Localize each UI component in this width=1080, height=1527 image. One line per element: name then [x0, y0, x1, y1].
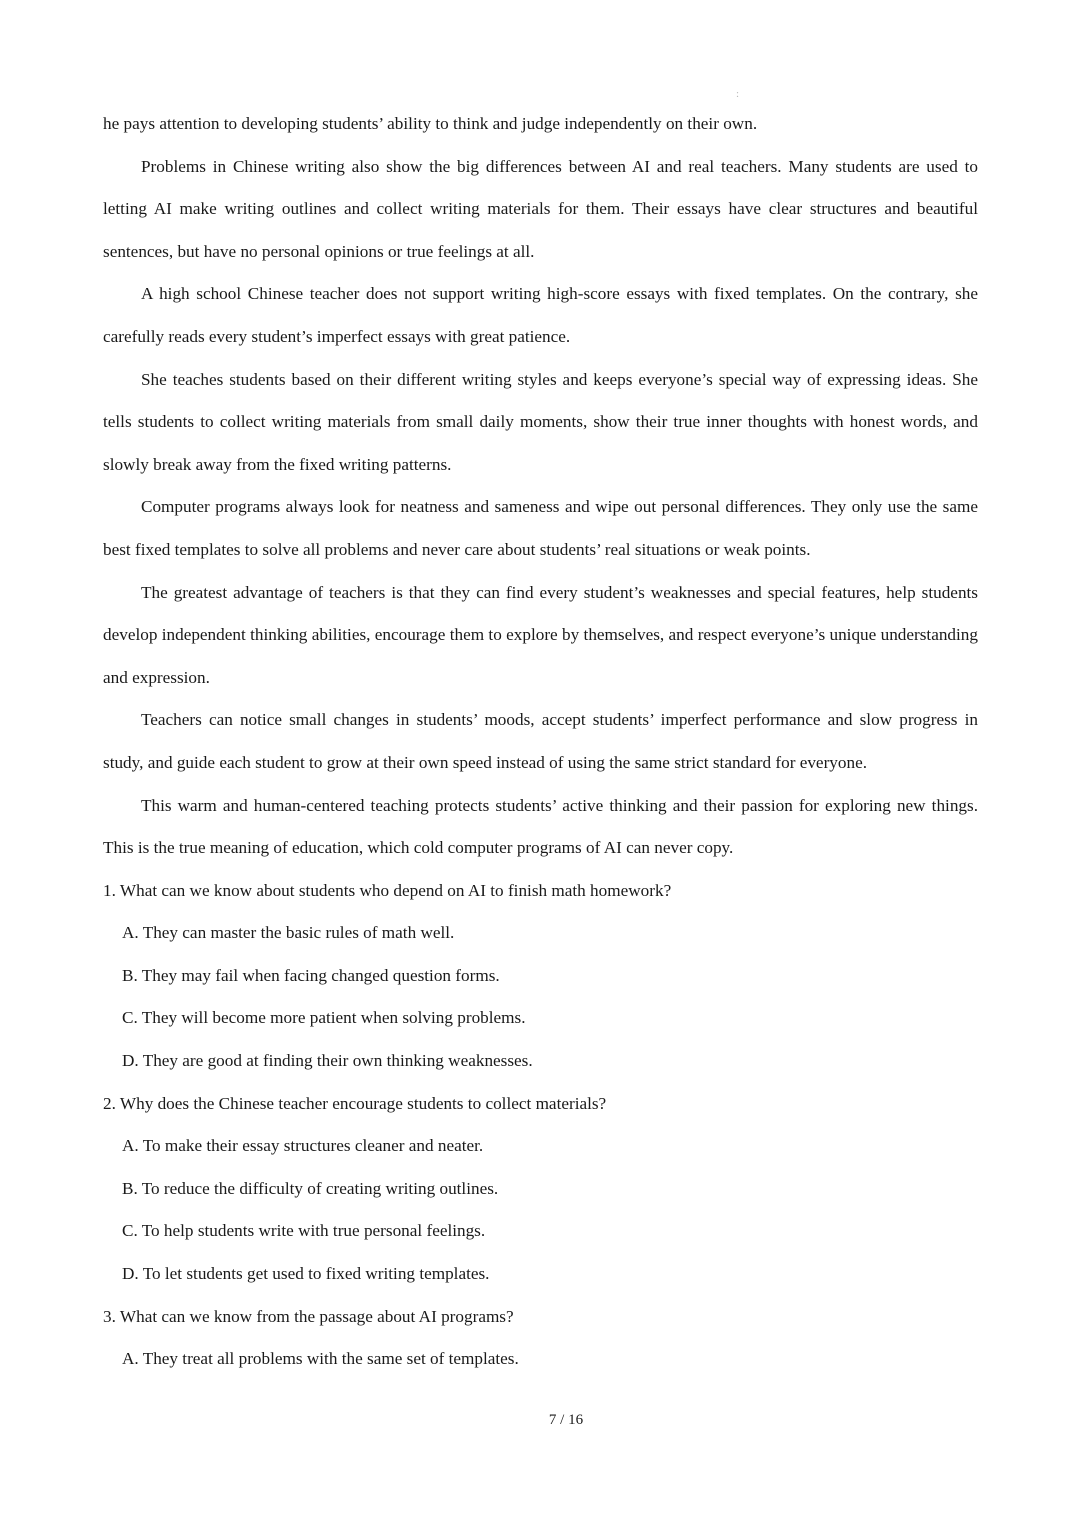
answer-option: C. To help students write with true personal feelings.	[122, 1221, 486, 1241]
answer-option: A. They treat all problems with the same set of templates.	[122, 1349, 519, 1369]
question-block	[103, 1083, 978, 1296]
question-block	[103, 1296, 978, 1381]
passage-paragraph: Computer programs always look for neatness and sameness and wipe out personal differences. They only use the same best fixed templates to solve all problems and never care about students’ real situations or weak points.	[103, 497, 978, 559]
passage-paragraph: Problems in Chinese writing also show the big differences between AI and real teachers. Many students are used to letting AI make writing outlines and collect writing materials for them. Their essays have clear structures and beautiful sentences, but have no personal opinions or true feelings at all.	[103, 156, 978, 261]
question-stem: 1. What can we know about students who depend on AI to finish math homework?	[103, 880, 672, 900]
passage-paragraph: A high school Chinese teacher does not support writing high-score essays with fixed templates. On the contrary, she carefully reads every student’s imperfect essays with great patience.	[103, 284, 978, 346]
answer-option: D. To let students get used to fixed writing templates.	[122, 1264, 490, 1284]
answer-option: A. To make their essay structures cleaner and neater.	[122, 1136, 484, 1156]
answer-option: C. They will become more patient when solving problems.	[122, 1008, 526, 1028]
answer-option: B. To reduce the difficulty of creating writing outlines.	[122, 1178, 499, 1198]
page-number: 7 / 16	[548, 1412, 584, 1428]
passage-paragraph: he pays attention to developing students’ ability to think and judge independently on their own.	[103, 114, 758, 133]
answer-option: A. They can master the basic rules of math well.	[122, 923, 455, 943]
scan-mark: :	[736, 88, 740, 100]
passage-paragraph: She teaches students based on their different writing styles and keeps everyone’s special way of expressing ideas. She tells students to collect writing materials from small daily moments, show their true inner thoughts with honest words, and slowly break away from the fixed writing patterns.	[103, 369, 978, 474]
answer-option: B. They may fail when facing changed question forms.	[122, 965, 500, 985]
passage-paragraph: This warm and human-centered teaching protects students’ active thinking and their passion for exploring new things. This is the true meaning of education, which cold computer programs of AI can never copy.	[103, 795, 978, 858]
answer-option: D. They are good at finding their own thinking weaknesses.	[122, 1051, 533, 1071]
question-block	[103, 870, 978, 1083]
passage-paragraph: Teachers can notice small changes in students’ moods, accept students’ imperfect performance and slow progress in study, and guide each student to grow at their own speed instead of using the same strict standard for everyone.	[103, 710, 978, 772]
passage-paragraph: The greatest advantage of teachers is that they can find every student’s weaknesses and special features, help students develop independent thinking abilities, encourage them to explore by themselves, and respect everyone’s unique understanding and expression.	[103, 582, 978, 687]
question-stem: 3. What can we know from the passage about AI programs?	[103, 1306, 514, 1326]
passage-content	[103, 103, 978, 1381]
question-stem: 2. Why does the Chinese teacher encourage students to collect materials?	[103, 1093, 607, 1113]
